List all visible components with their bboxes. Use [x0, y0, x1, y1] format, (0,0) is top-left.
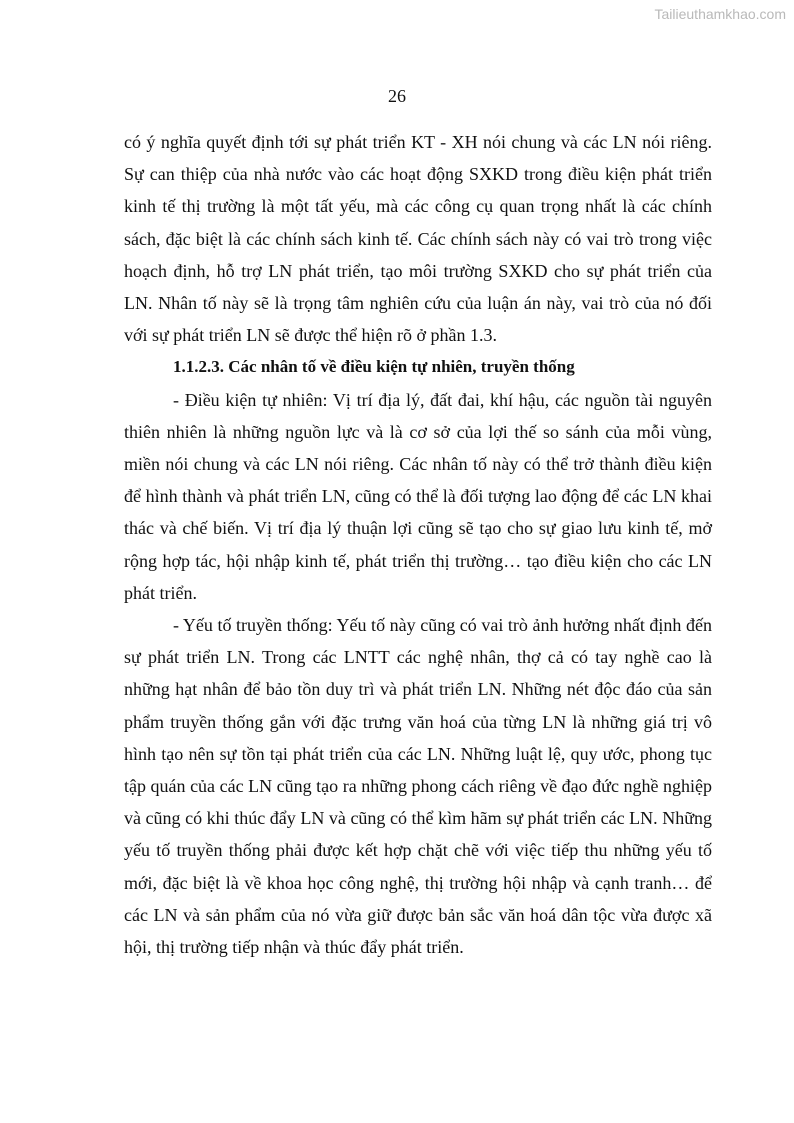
watermark: Tailieuthamkhao.com	[654, 6, 786, 22]
section-heading: 1.1.2.3. Các nhân tố về điều kiện tự nhiên, truyền thống	[173, 357, 575, 377]
paragraph-tradition-factors: - Yếu tố truyền thống: Yếu tố này cũng có vai trò ảnh hưởng nhất định đến sự phát triển LN. Trong các LNTT các nghệ nhân, thợ cả có tay nghề cao là những hạt nhân để bảo tồn duy trì và phát triển LN. Những nét độc đáo của sản phẩm truyền thống gắn với đặc trưng văn hoá của từng LN là những giá trị vô hình tạo nên sự tồn tại phát triển của các LN. Những luật lệ, quy ước, phong tục tập quán của các LN cũng tạo ra những phong cách riêng về đạo đức nghề nghiệp và cũng có khi thúc đẩy LN và cũng có thể kìm hãm sự phát triển các LN. Những yếu tố truyền thống phải được kết hợp chặt chẽ với việc tiếp thu những yếu tố mới, đặc biệt là về khoa học công nghệ, thị trường hội nhập và cạnh tranh… để các LN và sản phẩm của nó vừa giữ được bản sắc văn hoá dân tộc vừa được xã hội, thị trường tiếp nhận và thúc đẩy phát triển.	[124, 615, 712, 958]
document-body	[124, 126, 712, 963]
page-number: 26	[388, 86, 406, 106]
paragraph-policy-continuation: có ý nghĩa quyết định tới sự phát triển KT - XH nói chung và các LN nói riêng. Sự can thiệp của nhà nước vào các hoạt động SXKD trong điều kiện phát triển kinh tế thị trường là một tất yếu, mà các công cụ quan trọng nhất là các chính sách, đặc biệt là các chính sách kinh tế. Các chính sách này có vai trò trong việc hoạch định, hỗ trợ LN phát triển, tạo môi trường SXKD cho sự phát triển của LN. Nhân tố này sẽ là trọng tâm nghiên cứu của luận án này, vai trò của nó đối với sự phát triển LN sẽ được thể hiện rõ ở phần 1.3.	[124, 132, 712, 346]
paragraph-natural-conditions: - Điều kiện tự nhiên: Vị trí địa lý, đất đai, khí hậu, các nguồn tài nguyên thiên nhiên là những nguồn lực và là cơ sở của lợi thế so sánh của mỗi vùng, miền nói chung và các LN nói riêng. Các nhân tố này có thể trở thành điều kiện để hình thành và phát triển LN, cũng có thể là đối tượng lao động để các LN khai thác và chế biến. Vị trí địa lý thuận lợi cũng sẽ tạo cho sự giao lưu kinh tế, mở rộng hợp tác, hội nhập kinh tế, phát triển thị trường… tạo điều kiện cho các LN phát triển.	[124, 389, 712, 603]
